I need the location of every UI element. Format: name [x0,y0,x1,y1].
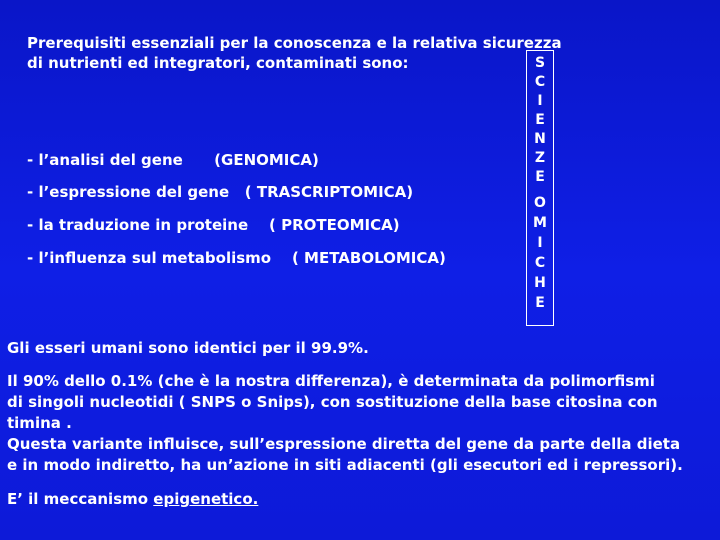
scienze-omiche-box [526,50,554,326]
body-paragraph-4 [7,489,707,509]
vertical-letter: H [534,275,546,291]
list-item-genomica: - l’analisi del gene (GENOMICA) [27,151,319,169]
heading-line-2: di nutrienti ed integratori, contaminati sono: [27,54,409,72]
body-paragraph-3-line-2: e in modo indiretto, ha un’azione in siti adiacenti (gli esecutori ed i repressori). [7,456,683,474]
heading-line-1: Prerequisiti essenziali per la conoscenza e la relativa sicurezza [27,34,562,52]
body-paragraph-1: Gli esseri umani sono identici per il 99.9%. [7,339,369,357]
vertical-letter: O [534,195,546,211]
vertical-letter: M [533,215,547,231]
vertical-letter: I [537,93,543,109]
body-paragraph-2-line-2: di singoli nucleotidi ( SNPS o Snips), con sostituzione della base citosina con [7,393,658,411]
vertical-letter: C [534,74,546,90]
vertical-letter: C [534,255,546,271]
slide-heading [27,33,587,73]
vertical-letter: E [535,295,545,311]
list-item-proteomica: - la traduzione in proteine ( PROTEOMICA) [27,216,400,234]
list-item-metabolomica: - l’influenza sul metabolismo ( METABOLOMICA) [27,249,446,267]
list-item-trascriptomica: - l’espressione del gene ( TRASCRIPTOMICA) [27,183,414,201]
vertical-letter: Z [534,150,546,166]
epigenetic-prefix: E’ il meccanismo [7,490,154,508]
body-paragraph-2-line-1: Il 90% dello 0.1% (che è la nostra differenza), è determinata da polimorfismi [7,372,655,390]
vertical-letter: S [534,55,546,71]
epigenetico-term: epigenetico. [153,490,259,508]
vertical-letter: N [534,131,546,147]
vertical-letter: I [537,235,543,251]
vertical-letter: E [535,169,545,185]
body-paragraph-3-line-1: Questa variante influisce, sull’espressione diretta del gene da parte della dieta [7,435,681,453]
vertical-letter: E [535,112,545,128]
body-paragraph-2-line-3: timina . [7,414,72,432]
